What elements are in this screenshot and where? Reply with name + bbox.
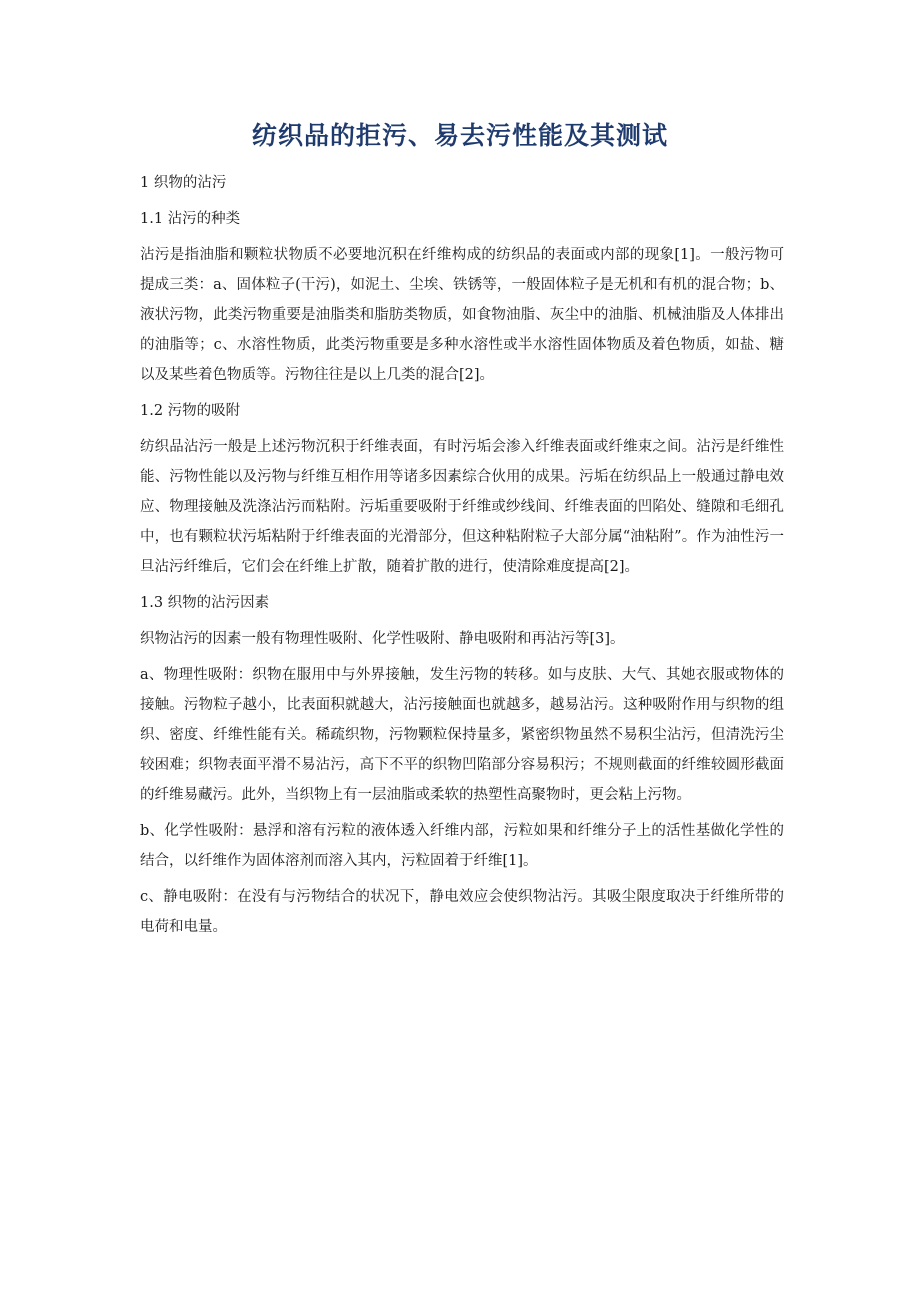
document-body	[140, 168, 784, 948]
document-title: 纺织品的拒污、易去污性能及其测试	[251, 121, 668, 150]
paragraph: b、化学性吸附：悬浮和溶有污粒的液体透入纤维内部，污粒如果和纤维分子上的活性基做化学性的结合，以纤维作为固体溶剂而溶入其内，污粒固着于纤维[1]。	[140, 823, 784, 869]
paragraph: c、静电吸附：在没有与污物结合的状况下，静电效应会使织物沾污。其吸尘限度取决于纤维所带的电荷和电量。	[140, 889, 784, 935]
paragraph: 织物沾污的因素一般有物理性吸附、化学性吸附、静电吸附和再沾污等[3]。	[140, 631, 625, 647]
subsection-heading: 1.2 污物的吸附	[140, 403, 241, 419]
paragraph: 沾污是指油脂和颗粒状物质不必要地沉积在纤维构成的纺织品的表面或内部的现象[1]。一般污物可提成三类：a、固体粒子(干污)，如泥土、尘埃、铁锈等，一般固体粒子是无机和有机的混合物；b、液状污物，此类污物重要是油脂类和脂肪类物质，如食物油脂、灰尘中的油脂、机械油脂及人体排出的油脂等；c、水溶性物质，此类污物重要是多种水溶性或半水溶性固体物质及着色物质，如盐、糖以及某些着色物质等。污物往往是以上几类的混合[2]。	[140, 247, 784, 383]
subsection-heading: 1.1 沾污的种类	[140, 211, 241, 227]
subsection-heading: 1.3 织物的沾污因素	[140, 595, 270, 611]
paragraph: a、物理性吸附：织物在服用中与外界接触，发生污物的转移。如与皮肤、大气、其她衣服或物体的接触。污物粒子越小，比表面积就越大，沾污接触面也就越多，越易沾污。这种吸附作用与织物的组织、密度、纤维性能有关。稀疏织物，污物颗粒保持量多，紧密织物虽然不易积尘沾污，但清洗污尘较困难；织物表面平滑不易沾污，高下不平的织物凹陷部分容易积污；不规则截面的纤维较圆形截面的纤维易藏污。此外，当织物上有一层油脂或柔软的热塑性高聚物时，更会粘上污物。	[140, 667, 784, 803]
section-heading: 1 织物的沾污	[140, 175, 227, 191]
paragraph: 纺织品沾污一般是上述污物沉积于纤维表面，有时污垢会渗入纤维表面或纤维束之间。沾污是纤维性能、污物性能以及污物与纤维互相作用等诸多因素综合伙用的成果。污垢在纺织品上一般通过静电效应、物理接触及洗涤沾污而粘附。污垢重要吸附于纤维或纱线间、纤维表面的凹陷处、缝隙和毛细孔中，也有颗粒状污垢粘附于纤维表面的光滑部分，但这种粘附粒子大部分属“油粘附”。作为油性污一旦沾污纤维后，它们会在纤维上扩散，随着扩散的进行，使清除难度提高[2]。	[140, 439, 784, 575]
